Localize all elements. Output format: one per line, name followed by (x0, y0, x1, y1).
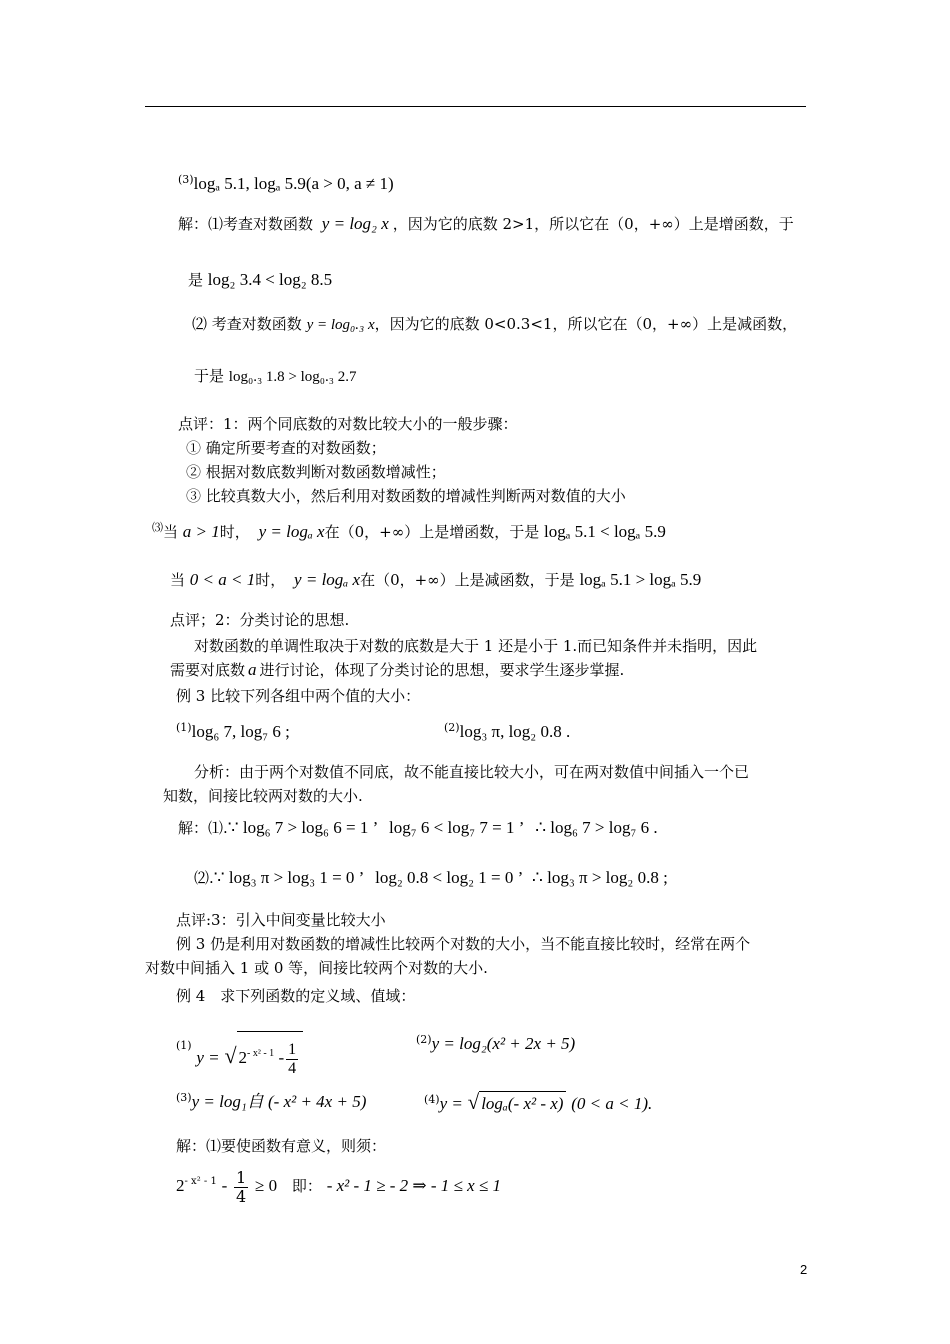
comment-3-body-2 (145, 958, 488, 978)
exponent: - x² - 1 (247, 1048, 275, 1059)
text: 例 3 比较下列各组中两个值的大小： (176, 687, 421, 705)
text: 点评；2：分类讨论的思想. (170, 611, 350, 629)
math-expression: log₂ 3.4 < log₂ 8.5 (207, 270, 333, 289)
text: 点评：1：两个同底数的对数比较大小的一般步骤： (178, 415, 518, 433)
numerator: 1 (236, 1167, 247, 1187)
math-expression: log₇ 6 < log₇ 7 = 1 ’ (389, 818, 525, 837)
math-expression: log₀.₃ 1.8 > log₀.₃ 2.7 (228, 369, 357, 385)
sqrt-sign: √ (224, 1043, 237, 1068)
example-4-item-1 (176, 1026, 303, 1078)
comment-2-body-2 (170, 660, 624, 680)
text: ③ 比较真数大小，然后利用对数函数的增减性判断两对数值的大小 (186, 487, 626, 505)
item-label: (1) (176, 721, 192, 734)
comment-1-step-3 (186, 486, 626, 506)
math-expression: y = logₐ x (294, 570, 361, 589)
solution-1-line-1 (178, 214, 794, 234)
math-expression: a > 1 (182, 522, 220, 541)
text: 需要对底数 (170, 661, 246, 679)
math-expression: log₆ 7, log₇ 6 ; (191, 722, 290, 741)
math-expression: y = (439, 1094, 463, 1113)
text: ① 确定所要考查的对数函数； (186, 439, 386, 457)
text: 时， (255, 571, 286, 589)
analysis-line-2 (163, 786, 363, 806)
comment-3-body-1 (176, 934, 750, 954)
math-expression: (0 < a < 1). (571, 1094, 653, 1113)
solution-3-line-1 (152, 518, 666, 542)
item-label: (3) (176, 1091, 192, 1104)
comment-1-title (178, 414, 518, 434)
item-label: (2) (416, 1033, 432, 1046)
text: 于是 (194, 367, 225, 385)
example-3-title (176, 686, 420, 706)
math-expression: logₐ 5.1 > logₐ 5.9 (579, 570, 702, 589)
text: 即： (291, 1177, 322, 1195)
analysis-line-1 (194, 762, 749, 782)
denominator: 4 (288, 1059, 297, 1077)
math-expression: logₐ 5.1, logₐ 5.9(a > 0, a ≠ 1) (193, 174, 394, 193)
math-expression: ∵ log₃ π > log₃ 1 = 0 ’ (213, 868, 365, 887)
math-expression: ∵ log₆ 7 > log₆ 6 = 1 ’ (227, 818, 379, 837)
text: 当 (163, 523, 179, 541)
text: 在（0，+∞）上是减函数，于是 (360, 571, 575, 589)
fraction (286, 1041, 298, 1078)
text: 进行讨论，体现了分类讨论的思想，要求学生逐步掌握. (259, 661, 625, 679)
text: ⑵. (194, 869, 214, 887)
example-4-item-4 (424, 1090, 652, 1114)
math-expression: y = (196, 1048, 220, 1067)
minus-sign: - (278, 1048, 285, 1067)
example-4-title (176, 986, 415, 1006)
math-expression: log₃ π, log₂ 0.8 . (459, 722, 571, 741)
example-4-item-2 (416, 1030, 575, 1054)
math-expression: ∴ log₃ π > log₂ 0.8 ; (532, 868, 668, 887)
sqrt-sign: √ (467, 1090, 480, 1114)
denominator: 4 (236, 1186, 247, 1206)
item-label: (3) (178, 173, 194, 186)
math-expression: - x² - 1 ≥ - 2 ⇒ - 1 ≤ x ≤ 1 (326, 1176, 502, 1195)
comment-3-title (176, 910, 386, 930)
header-rule (145, 106, 806, 107)
comment-1-step-1 (186, 438, 386, 458)
math-expression: 0 < a < 1 (189, 570, 256, 589)
item-label: (1) (176, 1039, 192, 1052)
example-3-item-2 (444, 718, 570, 742)
minus-sign: - (221, 1176, 228, 1195)
text: 解：⑴考查对数函数 (178, 215, 314, 233)
solution-ex4-line-1 (176, 1162, 501, 1206)
item-label: ⑶ (152, 521, 163, 534)
comment-1-step-2 (186, 462, 446, 482)
math-expression: ≥ 0 (255, 1176, 278, 1195)
sqrt-radicand (237, 1031, 304, 1078)
math-expression: y = log₁⾃ (- x² + 4x + 5) (191, 1092, 367, 1111)
math-expression: y = log₀.₃ x (306, 317, 375, 333)
exponent: - x² - 1 (184, 1176, 217, 1187)
text: ，因为它的底数 2>1，所以它在（0，+∞）上是增函数，于 (392, 215, 794, 233)
math-expression: y = log₂ x (321, 214, 389, 233)
fraction (234, 1169, 248, 1206)
example-3-item-1 (176, 718, 290, 742)
item-label: (4) (424, 1093, 440, 1106)
text: 知数，间接比较两对数的大小. (163, 787, 363, 805)
comment-2-body-1 (194, 636, 757, 656)
text: 在（0，+∞）上是增函数，于是 (324, 523, 540, 541)
text: 解：⑴要使函数有意义，则须： (176, 1137, 387, 1155)
math-expression: ∴ log₆ 7 > log₇ 6 . (535, 818, 658, 837)
math-expression: log₂ 0.8 < log₂ 1 = 0 ’ (375, 868, 524, 887)
example-4-item-3 (176, 1088, 366, 1112)
solution-2-line-2 (194, 366, 357, 387)
math-expression: y = log₂(x² + 2x + 5) (431, 1034, 576, 1053)
sqrt-radicand: logₐ(- x² - x) (479, 1091, 566, 1114)
item-label: (2) (444, 721, 460, 734)
exp-base: 2 (238, 1048, 248, 1067)
text: ⑵ 考查对数函数 (192, 315, 302, 333)
text: 当 (170, 571, 186, 589)
text: 对数中间插入 1 或 0 等，间接比较两个对数的大小. (145, 959, 488, 977)
solution-3-line-2 (170, 570, 701, 590)
solution-ex4-intro (176, 1136, 386, 1156)
solution-ex3-line-1 (178, 818, 658, 838)
solution-ex3-line-2 (194, 868, 668, 888)
numerator: 1 (288, 1040, 297, 1058)
text: ② 根据对数底数判断对数函数增减性； (186, 463, 446, 481)
text: 对数函数的单调性取决于对数的底数是大于 1 还是小于 1.而已知条件并未指明，因此 (194, 637, 758, 655)
text: 点评:3：引入中间变量比较大小 (176, 911, 386, 929)
text: 分析：由于两个对数值不同底，故不能直接比较大小，可在两对数值中间插入一个已 (194, 763, 750, 781)
math-expression: y = logₐ x (258, 522, 325, 541)
text: 例 3 仍是利用对数函数的增减性比较两个对数的大小，当不能直接比较时，经常在两个 (176, 935, 751, 953)
solution-1-line-2 (188, 270, 332, 290)
text: 解：⑴. (178, 819, 228, 837)
page-number: 2 (800, 1262, 808, 1277)
exp-base: 2 (176, 1176, 185, 1195)
text: 时， (219, 523, 250, 541)
comment-2-title (170, 610, 349, 630)
text: 是 (188, 271, 204, 289)
math-expression: logₐ 5.1 < logₐ 5.9 (543, 522, 666, 541)
example-2-item-3 (178, 170, 394, 194)
text: ，因为它的底数 0<0.3<1，所以它在（0，+∞）上是减函数， (374, 315, 798, 333)
text: 例 4 求下列函数的定义域、值域： (176, 987, 416, 1005)
solution-2-line-1 (192, 314, 797, 335)
math-variable: a (248, 660, 257, 679)
